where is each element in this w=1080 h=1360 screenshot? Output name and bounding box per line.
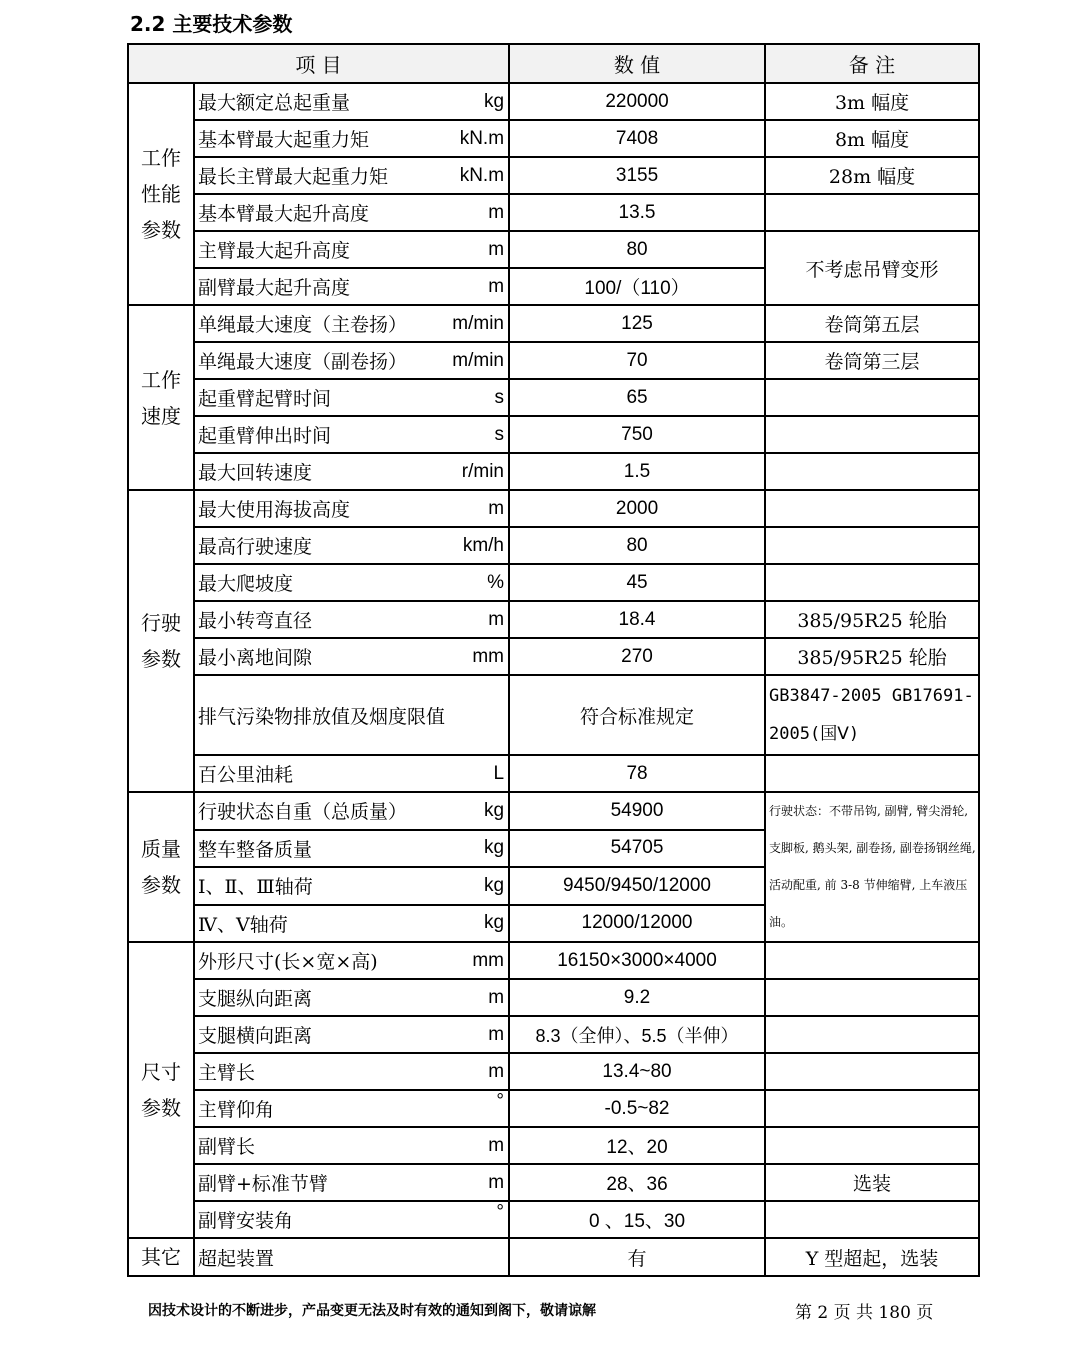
value-cell: -0.5~82 <box>509 1090 765 1127</box>
footer-disclaimer: 因技术设计的不断进步，产品变更无法及时有效的通知到阁下，敬请谅解 <box>148 1303 596 1319</box>
page-number: 第 2 页 共 180 页 <box>795 1303 934 1323</box>
table-row <box>128 342 979 379</box>
value-cell: 45 <box>509 564 765 601</box>
note-cell <box>765 942 979 979</box>
table-row <box>128 416 979 453</box>
value-cell: 80 <box>509 527 765 564</box>
spec-table <box>127 43 980 1277</box>
note-cell <box>765 1127 979 1164</box>
value-cell: 270 <box>509 638 765 675</box>
value-cell: 13.4~80 <box>509 1053 765 1090</box>
item-cell: 外形尺寸(长×宽×高) mm <box>194 942 509 979</box>
note-cell: 行驶状态：不带吊钩, 副臂, 臂尖滑轮, 支脚板, 鹅头架, 副卷扬, 副卷扬钢丝绳, 活动配重, 前 3-8 节伸缩臂, 上车液压油。 <box>765 792 979 942</box>
note-cell <box>765 755 979 792</box>
note-cell: GB3847-2005 GB17691-2005(国Ⅴ) <box>765 675 979 755</box>
table-row <box>128 1090 979 1127</box>
table-header-row <box>128 44 979 83</box>
value-cell: 0 、15、30 <box>509 1201 765 1238</box>
table-row <box>128 675 979 755</box>
table-row <box>128 755 979 792</box>
item-cell: 最大回转速度 r/min <box>194 453 509 490</box>
item-cell: 副臂安装角 ° <box>194 1201 509 1238</box>
value-cell: 8.3（全伸）、5.5（半伸） <box>509 1016 765 1053</box>
item-cell: 排气污染物排放值及烟度限值 <box>194 675 509 755</box>
table-row <box>128 942 979 979</box>
item-cell: 支腿纵向距离 m <box>194 979 509 1016</box>
table-row <box>128 638 979 675</box>
item-cell: 整车整备质量 kg <box>194 830 509 868</box>
item-cell: 副臂+标准节臂 m <box>194 1164 509 1201</box>
table-row <box>128 601 979 638</box>
note-cell: 8m 幅度 <box>765 120 979 157</box>
value-cell: 54900 <box>509 792 765 830</box>
table-row <box>128 1201 979 1238</box>
item-cell: 副臂最大起升高度 m <box>194 268 509 305</box>
item-cell: 单绳最大速度（主卷扬） m/min <box>194 305 509 342</box>
table-row <box>128 453 979 490</box>
table-row <box>128 979 979 1016</box>
group-label-text: 工作性能参数 <box>141 146 181 242</box>
item-cell: 主臂最大起升高度 m <box>194 231 509 268</box>
item-cell: 最小转弯直径 m <box>194 601 509 638</box>
table-row <box>128 564 979 601</box>
item-cell: 支腿横向距离 m <box>194 1016 509 1053</box>
item-cell: 主臂仰角 ° <box>194 1090 509 1127</box>
table-row <box>128 231 979 268</box>
note-cell <box>765 1016 979 1053</box>
item-cell: 副臂长 m <box>194 1127 509 1164</box>
item-cell: 基本臂最大起升高度 m <box>194 194 509 231</box>
note-cell <box>765 979 979 1016</box>
item-cell: 行驶状态自重（总质量） kg <box>194 792 509 830</box>
table-row <box>128 83 979 120</box>
note-cell <box>765 1201 979 1238</box>
value-cell: 12、20 <box>509 1127 765 1164</box>
value-cell: 70 <box>509 342 765 379</box>
value-cell: 7408 <box>509 120 765 157</box>
item-cell: 超起装置 <box>194 1238 509 1276</box>
value-cell: 9.2 <box>509 979 765 1016</box>
note-cell: 385/95R25 轮胎 <box>765 638 979 675</box>
note-cell: 3m 幅度 <box>765 83 979 120</box>
note-cell <box>765 564 979 601</box>
value-cell: 100/（110） <box>509 268 765 305</box>
item-cell: Ⅳ、Ⅴ轴荷 kg <box>194 905 509 943</box>
item-cell: 最大爬坡度 % <box>194 564 509 601</box>
note-cell <box>765 1053 979 1090</box>
item-cell: 最大使用海拔高度 m <box>194 490 509 527</box>
item-cell: 起重臂起臂时间 s <box>194 379 509 416</box>
value-cell: 9450/9450/12000 <box>509 867 765 905</box>
table-row <box>128 792 979 830</box>
value-cell: 78 <box>509 755 765 792</box>
item-cell: 单绳最大速度（副卷扬） m/min <box>194 342 509 379</box>
table-row <box>128 490 979 527</box>
value-cell: 2000 <box>509 490 765 527</box>
value-cell: 3155 <box>509 157 765 194</box>
value-cell: 18.4 <box>509 601 765 638</box>
note-cell <box>765 453 979 490</box>
note-cell: 卷筒第五层 <box>765 305 979 342</box>
item-cell: 起重臂伸出时间 s <box>194 416 509 453</box>
note-cell: 卷筒第三层 <box>765 342 979 379</box>
value-cell: 80 <box>509 231 765 268</box>
table-row <box>128 1053 979 1090</box>
group-label <box>128 942 194 1238</box>
item-cell: 基本臂最大起重力矩 kN.m <box>194 120 509 157</box>
header-value: 数 值 <box>509 44 765 83</box>
item-cell: 最小离地间隙 mm <box>194 638 509 675</box>
table-row <box>128 157 979 194</box>
note-cell <box>765 416 979 453</box>
item-cell: 最高行驶速度 km/h <box>194 527 509 564</box>
table-row <box>128 527 979 564</box>
item-cell: 百公里油耗 L <box>194 755 509 792</box>
value-cell: 有 <box>509 1238 765 1276</box>
note-cell: 不考虑吊臂变形 <box>765 231 979 305</box>
table-row <box>128 379 979 416</box>
group-label <box>128 792 194 942</box>
value-cell: 750 <box>509 416 765 453</box>
value-cell: 28、36 <box>509 1164 765 1201</box>
note-cell <box>765 490 979 527</box>
group-label-text: 行驶参数 <box>141 611 181 671</box>
note-cell: 385/95R25 轮胎 <box>765 601 979 638</box>
item-cell: 主臂长 m <box>194 1053 509 1090</box>
note-cell: 28m 幅度 <box>765 157 979 194</box>
table-row <box>128 120 979 157</box>
note-cell: Y 型超起，选装 <box>765 1238 979 1276</box>
table-row <box>128 1127 979 1164</box>
note-cell <box>765 1090 979 1127</box>
group-label-text: 工作速度 <box>141 367 181 428</box>
value-cell: 16150×3000×4000 <box>509 942 765 979</box>
table-row <box>128 1016 979 1053</box>
note-cell <box>765 527 979 564</box>
value-cell: 54705 <box>509 830 765 868</box>
value-cell: 125 <box>509 305 765 342</box>
group-label <box>128 83 194 305</box>
group-label: 其它 <box>128 1238 194 1276</box>
header-item: 项 目 <box>128 44 509 83</box>
value-cell: 12000/12000 <box>509 905 765 943</box>
header-note: 备 注 <box>765 44 979 83</box>
table-row <box>128 194 979 231</box>
table-row <box>128 1238 979 1276</box>
group-label <box>128 490 194 792</box>
table-row <box>128 1164 979 1201</box>
item-cell: 最大额定总起重量 kg <box>194 83 509 120</box>
value-cell: 符合标准规定 <box>509 675 765 755</box>
item-cell: Ⅰ、Ⅱ、Ⅲ轴荷 kg <box>194 867 509 905</box>
value-cell: 65 <box>509 379 765 416</box>
table-row <box>128 305 979 342</box>
group-label-text: 尺寸参数 <box>141 1060 181 1120</box>
value-cell: 13.5 <box>509 194 765 231</box>
section-heading: 2.2 主要技术参数 <box>130 12 293 36</box>
item-cell: 最长主臂最大起重力矩 kN.m <box>194 157 509 194</box>
note-cell <box>765 194 979 231</box>
value-cell: 1.5 <box>509 453 765 490</box>
value-cell: 220000 <box>509 83 765 120</box>
note-cell <box>765 379 979 416</box>
note-cell: 选装 <box>765 1164 979 1201</box>
group-label-text: 质量参数 <box>141 837 181 897</box>
group-label <box>128 305 194 490</box>
